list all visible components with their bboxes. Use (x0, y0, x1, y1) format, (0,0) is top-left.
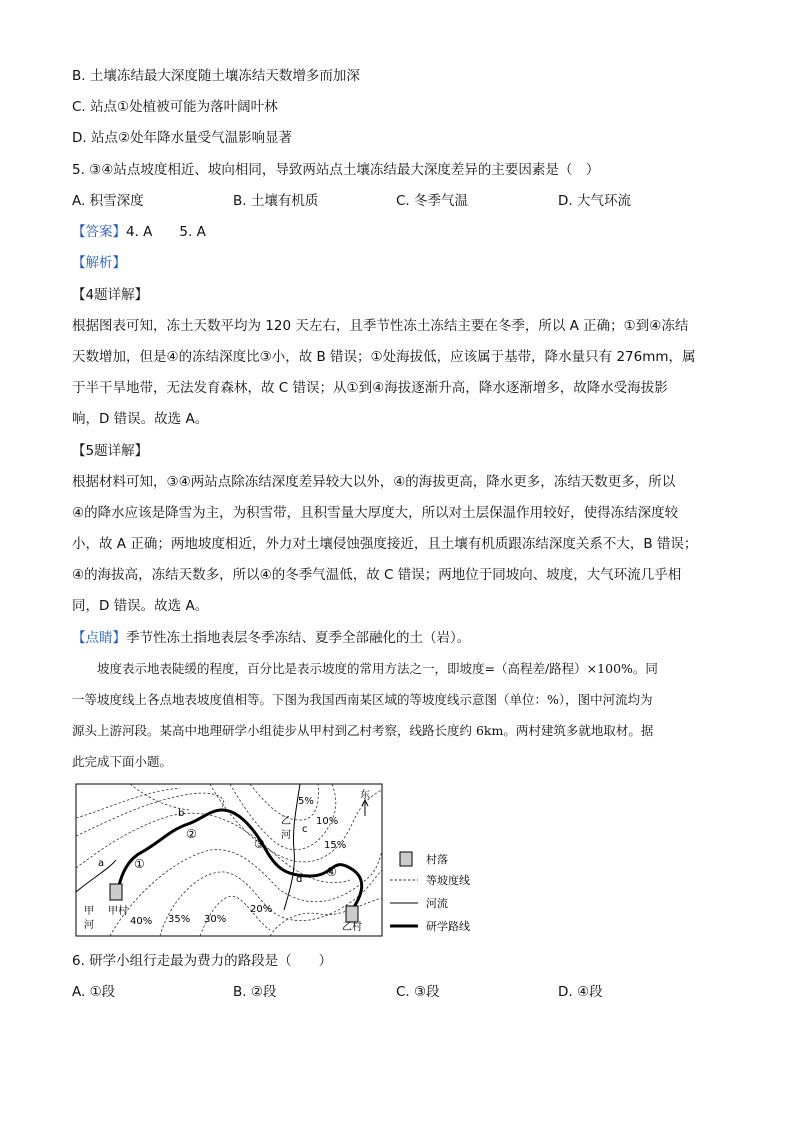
legend-contour-label: 等坡度线 (426, 874, 470, 887)
detail5-title: 【5题详解】 (72, 443, 149, 459)
point-d: d (296, 874, 303, 885)
note-tag: 【点睛】 (72, 630, 126, 646)
passage-line: 此完成下面小题。 (72, 754, 173, 769)
river-jia-label-1: 甲 (84, 906, 94, 917)
answer-tag: 【答案】 (72, 224, 126, 240)
q5-option-b: B. 土壤有机质 (233, 193, 319, 209)
village-jia-icon (110, 884, 122, 900)
contour-label: 10% (316, 816, 339, 827)
contour-label: 30% (204, 914, 227, 925)
contour-label: 40% (130, 916, 153, 927)
detail4-title: 【4题详解】 (72, 287, 149, 303)
q6-option-a: A. ①段 (72, 984, 116, 1000)
legend-village-icon (400, 852, 412, 866)
segment-3: ③ (254, 837, 265, 851)
note-text: 季节性冻土指地表层冬季冻结、夏季全部融化的土（岩）。 (126, 630, 471, 646)
q6-option-c: C. ③段 (396, 984, 440, 1000)
legend-village-label: 村落 (426, 853, 448, 866)
passage-line: 坡度表示地表陡缓的程度，百分比是表示坡度的常用方法之一，即坡度=（高程差/路程）×100%。同 (72, 661, 658, 676)
segment-1: ① (134, 857, 145, 871)
contour-label: 20% (250, 904, 273, 915)
point-b: b (178, 808, 185, 819)
contour-label: 5% (298, 796, 314, 807)
q6-option-b: B. ②段 (233, 984, 277, 1000)
river-yi-label-2: 河 (281, 830, 291, 841)
slope-contour-map (70, 780, 490, 942)
q4-option-b: B. 土壤冻结最大深度随土壤冻结天数增多而加深 (72, 68, 360, 84)
note-line (72, 628, 470, 648)
village-yi-label: 乙村 (342, 922, 362, 933)
segment-2: ② (186, 827, 197, 841)
legend-river-label: 河流 (426, 897, 448, 910)
north-label: 东 (360, 790, 370, 801)
segment-4: ④ (326, 865, 337, 879)
q5-stem: 5. ③④站点坡度相近、坡向相同，导致两站点土壤冻结最大深度差异的主要因素是（ ） (72, 162, 600, 178)
detail5-line: 根据材料可知，③④两站点除冻结深度差异较大以外，④的海拔更高，降水更多，冻结天数更多，所以 (72, 474, 676, 490)
analysis-tag: 【解析】 (72, 255, 126, 271)
village-jia-label: 甲村 (108, 906, 128, 917)
detail4-line: 于半干旱地带，无法发育森林，故 C 错误；从①到④海拔逐渐升高，降水逐渐增多，故降水受海拔影 (72, 380, 668, 396)
q5-option-d: D. 大气环流 (558, 193, 631, 209)
q5-option-a: A. 积雪深度 (72, 193, 144, 209)
q5-option-c: C. 冬季气温 (396, 193, 469, 209)
q6-option-d: D. ④段 (558, 984, 603, 1000)
q6-stem: 6. 研学小组行走最为费力的路段是（ ） (72, 953, 333, 969)
contour-label: 35% (168, 914, 191, 925)
passage-line: 源头上游河段。某高中地理研学小组徒步从甲村到乙村考察，线路长度约 6km。两村建筑多就地取材。据 (72, 723, 654, 738)
detail5-line: ④的降水应该是降雪为主，为积雪带，且积雪量大厚度大，所以对土层保温作用较好，使得冻结深度较 (72, 505, 679, 521)
detail5-line: 同，D 错误。故选 A。 (72, 598, 209, 614)
point-c: c (302, 824, 308, 835)
detail5-line: 小，故 A 正确；两地坡度相近，外力对土壤侵蚀强度接近，且土壤有机质跟冻结深度关系不大，B 错误； (72, 536, 698, 552)
point-a: a (98, 858, 105, 869)
passage-line: 一等坡度线上各点地表坡度值相等。下图为我国西南某区域的等坡度线示意图（单位：%），图中河流均为 (72, 692, 653, 707)
q4-option-d: D. 站点②处年降水量受气温影响显著 (72, 130, 293, 146)
q4-option-c: C. 站点①处植被可能为落叶阔叶林 (72, 99, 278, 115)
river-yi-label-1: 乙 (281, 816, 291, 827)
detail5-line: ④的海拔高，冻结天数多，所以④的冬季气温低，故 C 错误；两地位于同坡向、坡度，大气环流几乎相 (72, 567, 682, 583)
river-jia-label-2: 河 (84, 920, 94, 931)
village-yi-icon (346, 906, 358, 922)
legend-route-label: 研学路线 (426, 920, 470, 933)
answer-text: 4. A 5. A (126, 224, 206, 240)
detail4-line: 天数增加，但是④的冻结深度比③小，故 B 错误；①处海拔低，应该属于基带，降水量只有 276mm，属 (72, 349, 696, 365)
detail4-line: 根据图表可知，冻土天数平均为 120 天左右，且季节性冻土冻结主要在冬季，所以 A 正确；①到④冻结 (72, 318, 689, 334)
answer-line (72, 222, 206, 242)
detail4-line: 响，D 错误。故选 A。 (72, 411, 209, 427)
contour-label: 15% (324, 840, 347, 851)
